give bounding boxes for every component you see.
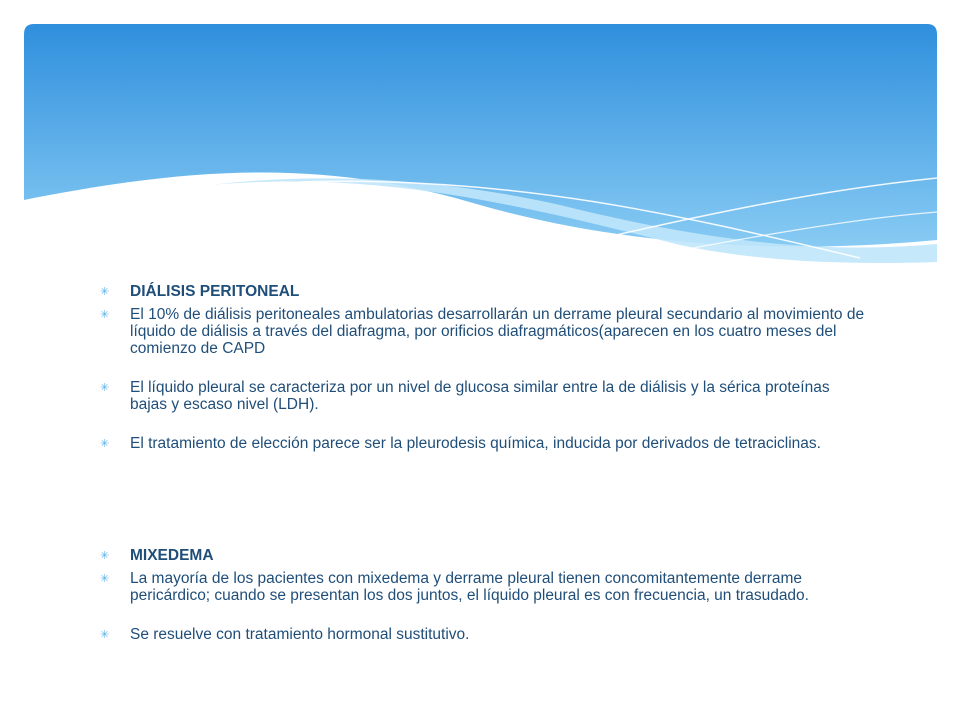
list-item-heading-dialisis (100, 283, 870, 300)
item-text: MIXEDEMA (130, 547, 214, 564)
asterisk-icon: ✳ (100, 285, 110, 298)
item-text: El 10% de diálisis peritoneales ambulatorias desarrollarán un derrame pleural secundario al movimiento de líquido de diálisis a través del diafragma, por orificios diafragmáticos(aparecen en los cuatro meses del comienzo de CAPD (130, 306, 865, 357)
list-item (100, 626, 870, 643)
item-text: El líquido pleural se caracteriza por un nivel de glucosa similar entre la de diálisis y la sérica proteínas bajas y escaso nivel (LDH). (130, 379, 830, 413)
list-item (100, 570, 870, 604)
asterisk-icon: ✳ (100, 628, 110, 641)
item-text: La mayoría de los pacientes con mixedema y derrame pleural tienen concomitantemente derrame pericárdico; cuando se presentan los dos juntos, el líquido pleural es con frecuencia, un trasudado. (130, 570, 809, 604)
asterisk-icon: ✳ (100, 572, 110, 585)
content-list (100, 283, 870, 643)
asterisk-icon: ✳ (100, 308, 110, 321)
asterisk-icon: ✳ (100, 381, 110, 394)
list-item-heading-mixedema (100, 547, 870, 564)
asterisk-icon: ✳ (100, 549, 110, 562)
item-text: DIÁLISIS PERITONEAL (130, 283, 300, 300)
item-text: Se resuelve con tratamiento hormonal sustitutivo. (130, 626, 470, 643)
list-item (100, 379, 870, 413)
item-text: El tratamiento de elección parece ser la pleurodesis química, inducida por derivados de tetraciclinas. (130, 435, 821, 452)
asterisk-icon: ✳ (100, 437, 110, 450)
header-wave-banner (0, 0, 960, 280)
list-item (100, 435, 870, 452)
list-item (100, 306, 870, 357)
